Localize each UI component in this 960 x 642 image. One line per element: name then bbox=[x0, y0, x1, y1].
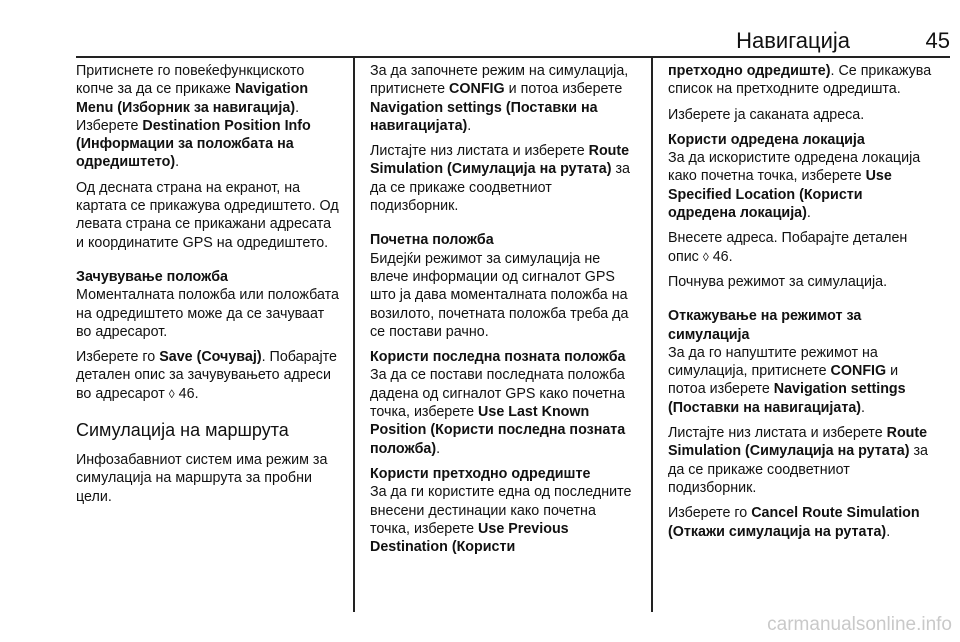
paragraph-start-position: Бидејќи режимот за симулација не влече информации од сигналот GPS што ја дава моменталната положба на возилото, почетната положба треба да се постави рачно. bbox=[370, 250, 629, 340]
column-1 bbox=[76, 62, 340, 513]
paragraph-simulation-starts: Почнува режимот за симулација. bbox=[668, 273, 888, 290]
column-2 bbox=[370, 62, 634, 563]
column-3 bbox=[668, 62, 932, 548]
paragraph-start-simulation: За да започнете режим на симулација, притиснете CONFIG и потоа изберете Navigation settings (Поставки на навигацијата). bbox=[370, 63, 629, 134]
page-number: 45 bbox=[925, 28, 950, 53]
page-header-title: Навигација bbox=[736, 28, 850, 53]
watermark: carmanualsonline.info bbox=[767, 614, 952, 635]
heading-specified-location: Користи одредена локација bbox=[668, 131, 865, 148]
paragraph-simulation-intro: Инфозабавниот систем има режим за симулација на маршрута за пробни цели. bbox=[76, 452, 328, 505]
paragraph-specified-location: За да искористите одредена локација како почетна точка, изберете Use Specified Location (Користи одредена локација). bbox=[668, 150, 921, 222]
paragraph-cancel-select: Изберете го Cancel Route Simulation (Откажи симулација на рутата). bbox=[668, 505, 920, 540]
paragraph-select-address: Изберете ја саканата адреса. bbox=[668, 106, 865, 123]
section-title-route-simulation: Симулација на маршрута bbox=[76, 420, 289, 441]
paragraph-cancel-menu: Листајте низ листата и изберете Route Simulation (Симулација на рутата) за да се прикаже соодветниот подизборник. bbox=[668, 425, 928, 496]
column-divider-2 bbox=[651, 56, 653, 612]
paragraph-save-position: Моменталната положба или положбата на одредиштето може да се зачуваат во адресарот. bbox=[76, 287, 339, 340]
paragraph-save-select: Изберете го Save (Сочувај). Побарајте детален опис за зачувувањето адреси во адресарот ◊ 46. bbox=[76, 349, 337, 402]
paragraph-destination-info: Притиснете го повеќефункциското копче за да се прикаже Navigation Menu (Изборник за навигација). Изберете Destination Position Info (Информации за положбата на одредиштето). bbox=[76, 63, 311, 171]
paragraph-enter-address: Внесете адреса. Побарајте детален опис ◊ 46. bbox=[668, 230, 908, 265]
header-divider bbox=[76, 56, 950, 58]
paragraph-cancel-simulation: За да го напуштите режимот на симулација, притиснете CONFIG и потоа изберете Navigation settings (Поставки на навигацијата). bbox=[668, 344, 906, 416]
heading-cancel-simulation: Откажување на режимот за симулација bbox=[668, 308, 862, 343]
paragraph-previous-destination: За да ги користите една од последните внесени дестинации како почетна точка, изберете Use Previous Destination (Користи bbox=[370, 484, 632, 556]
heading-save-position: Зачувување положба bbox=[76, 268, 228, 285]
paragraph-map-display: Од десната страна на екранот, на картата се прикажува одредиштето. Од левата страна се прикажани адресата и координатите GPS на одредиштето. bbox=[76, 179, 339, 251]
heading-start-position: Почетна положба bbox=[370, 232, 494, 249]
page-reference-icon: ◊ bbox=[168, 386, 175, 401]
heading-last-known-position: Користи последна позната положба bbox=[370, 349, 626, 366]
paragraph-route-simulation-menu: Листајте низ листата и изберете Route Simulation (Симулација на рутата) за да се прикаже соодветниот подизборник. bbox=[370, 143, 630, 215]
paragraph-last-known-position: За да се постави последната положба дадена од сигналот GPS како почетна точка, изберете Use Last Known Position (Користи последна позната положба). bbox=[370, 367, 626, 457]
page-reference-icon: ◊ bbox=[702, 249, 709, 264]
column-divider-1 bbox=[353, 56, 355, 612]
paragraph-previous-destination-cont: претходно одредиште). Се прикажува список на претходните одредишта. bbox=[668, 63, 932, 98]
heading-previous-destination: Користи претходно одредиште bbox=[370, 465, 591, 482]
